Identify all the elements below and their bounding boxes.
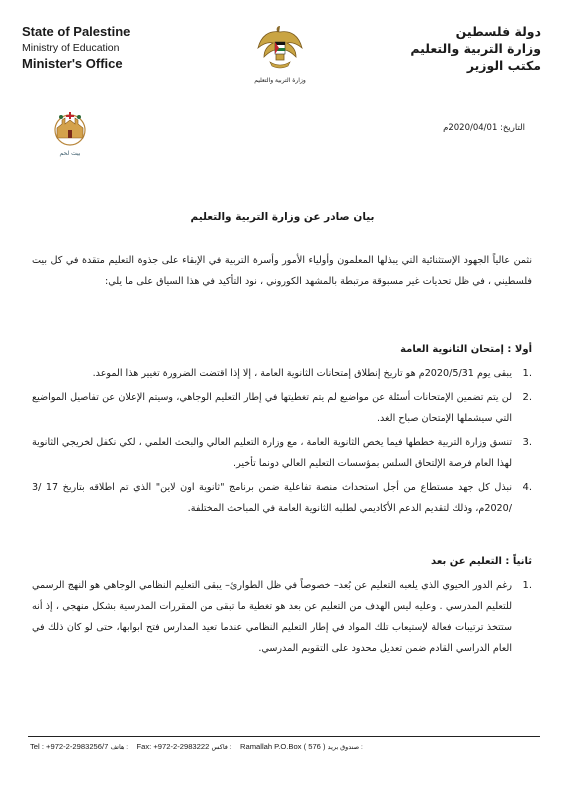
item-text: لن يتم تضمين الإمتحانات أسئلة عن مواضيع لم يتم تغطيتها في إطار التعليم الوجاهي، وسيتم الإعلان عن تفاصيل المواضيع التي سيشملها الإمتحان صباح الغد. (32, 392, 512, 424)
emblem-caption: وزارة التربية والتعليم (254, 77, 306, 84)
list-item (32, 575, 532, 659)
item-number: 1. (522, 368, 532, 379)
footer-pobox-ar: صندوق بريد : (327, 744, 363, 751)
eagle-emblem-icon (255, 22, 305, 72)
intro-paragraph: نثمن عالياً الجهود الإستثنائية التي يبذلها المعلمون وأولياء الأمور وأسرة التربية في الإبقاء على جذوة التعليم متقدة في كل بيت فلسطيني ، في ظل تحديات غير مسبوقة مرتبطة بالمشهد الكوروني ، نود التأكيد في هذا السياق على ما يلي: (32, 255, 532, 287)
footer-fax: Fax: +972-2-2983222 (136, 742, 210, 751)
palestine-emblem (248, 22, 312, 84)
footer-pobox: Ramallah P.O.Box ( 576 ) (240, 742, 326, 751)
state-name-en: State of Palestine (22, 24, 131, 39)
list-item (32, 432, 532, 474)
item-number: 1. (522, 580, 532, 591)
item-text: تنسق وزارة التربية خططها فيما يخص الثانوية العامة ، مع وزارة التعليم العالي والبحث العلمي ، لكي نكفل لخريجي الثانوية لهذا العام فرصة الإلتحاق السلس بمؤسسات التعليم العالي دونما تأخير. (32, 437, 512, 469)
office-name-en: Minister's Office (22, 56, 123, 71)
arabic-letterhead (410, 23, 541, 74)
office-name-ar: مكتب الوزير (466, 58, 541, 73)
english-letterhead (22, 24, 130, 72)
contact-footer (30, 742, 535, 751)
item-text: رغم الدور الحيوي الذي يلعبه التعليم عن بُعد– خصوصاً في ظل الطوارئ– يبقى التعليم النظامي الوجاهي هو النهج الرسمي للتعليم المدرسي . وعليه ليس الهدف من التعليم عن بعد هو تغطية ما تبقى من المقررات المدرسية بشكل منهجي ، إذ أنه ستتخذ ترتيبات فعالة لإستيعاب تلك المواد في إطار التعليم النظامي عندما تعيد المدارس فتح ابوابها، حتى لو كان ذلك في العام الدراسي القادم ضمن تعديل محدود على التقويم المدرسي. (32, 580, 512, 654)
footer-phone-ar: هاتف : (110, 744, 129, 751)
item-number: 4. (522, 482, 532, 493)
list-item (32, 363, 532, 384)
section-heading-distance-learning: ثانياً : التعليم عن بعد (431, 556, 532, 567)
item-number: 2. (522, 392, 532, 403)
footer-fax-ar: فاكس : (211, 744, 232, 751)
bethlehem-logo (40, 110, 100, 157)
statement-title: بيان صادر عن وزارة التربية والتعليم (190, 211, 375, 223)
footer-divider (28, 736, 540, 737)
item-number: 3. (522, 437, 532, 448)
document-date: التاريخ: 2020/04/01م (443, 123, 525, 133)
distance-learning-list (32, 575, 532, 662)
footer-phone: Tel : +972-2-2983256/7 (30, 742, 109, 751)
list-item (32, 387, 532, 429)
ministry-name-en: Ministry of Education (22, 42, 120, 54)
item-text: يبقى يوم 2020/5/31م هو تاريخ إنطلاق إمتحانات الثانوية العامة ، إلا إذا اقتضت الضرورة تغيير هذا الموعد. (92, 368, 512, 379)
state-name-ar: دولة فلسطين (455, 24, 541, 39)
item-text: نبذل كل جهد مستطاع من أجل استحداث منصة تفاعلية ضمن برنامج "ثانوية اون لاين" الذي تم اطلاقه بتاريخ 17 /3 /2020م، وذلك لتقديم الدعم الأكاديمي لطلبه الثانوية العامة في المباحث المختلفة. (32, 482, 512, 514)
logo-caption: بيت لحم (59, 150, 81, 157)
ministry-name-ar: وزارة التربية والتعليم (410, 41, 541, 56)
section-heading-exams: أولا : إمتحان الثانوية العامة (400, 344, 532, 355)
church-logo-icon (47, 110, 93, 146)
list-item (32, 477, 532, 519)
exam-points-list (32, 363, 532, 522)
